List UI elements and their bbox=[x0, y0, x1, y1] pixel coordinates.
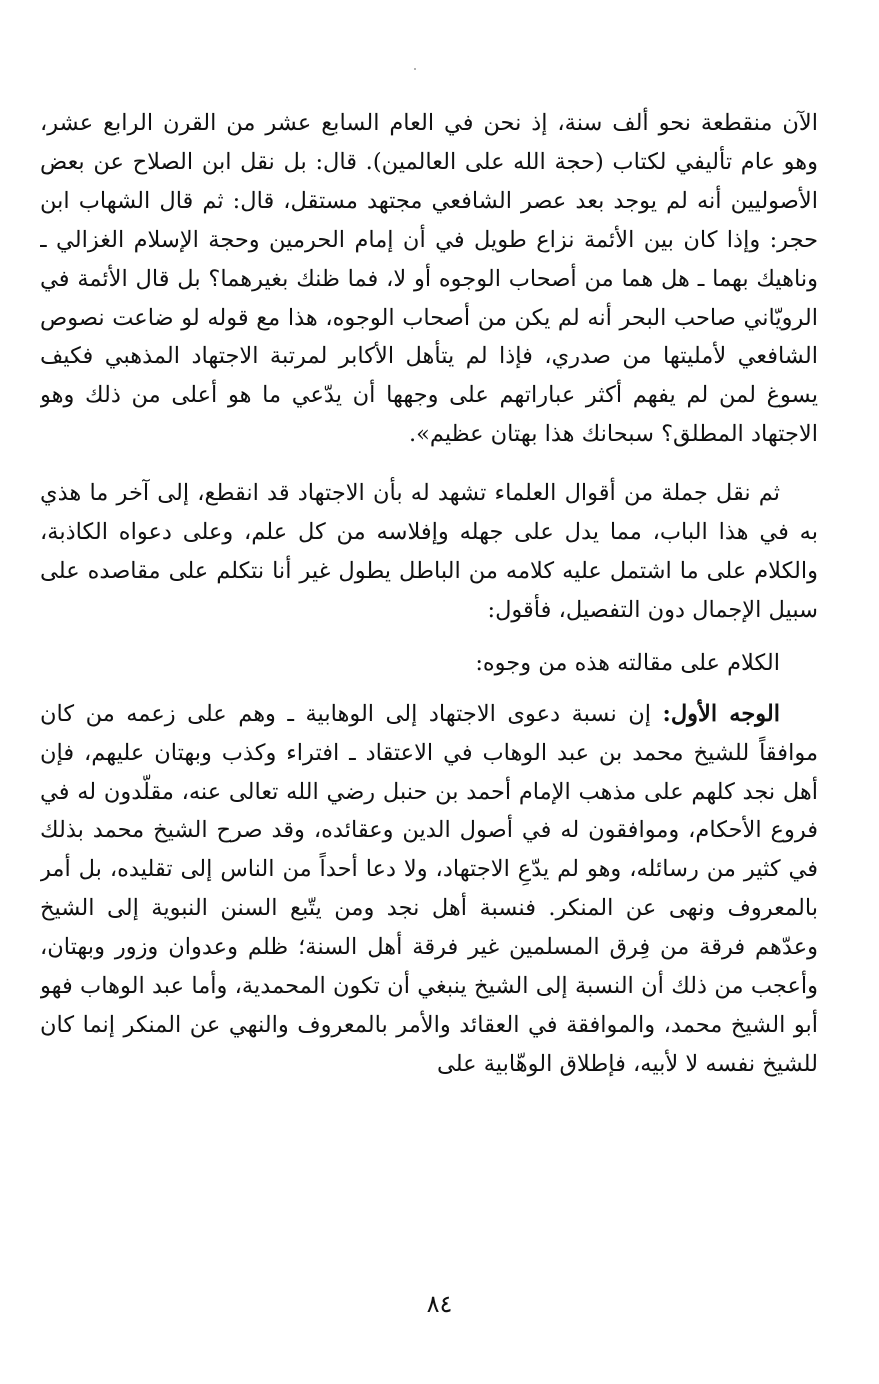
page-body bbox=[40, 104, 818, 1284]
first-point-text: إن نسبة دعوى الاجتهاد إلى الوهابية ـ وهم على زعمه من كان موافقاً للشيخ محمد بن عبد الوهاب في الاعتقاد ـ افتراء وكذب وبهتان عليهم، فإن أهل نجد كلهم على مذهب الإمام أحمد بن حنبل رضي الله تعالى عنه، مقلّدون له في فروع الأحكام، وموافقون له في أصول الدين وعقائده، وقد صرح الشيخ محمد بذلك في كثير من رسائله، وهو لم يدّعِ الاجتهاد، ولا دعا أحداً من الناس إلى تقليده، بل أمر بالمعروف ونهى عن المنكر. فنسبة أهل نجد ومن يتّبع السنن النبوية إلى الشيخ وعدّهم فرقة من فِرق المسلمين غير فرقة أهل السنة؛ ظلم وعدوان وزور وبهتان، وأعجب من ذلك أن النسبة إلى الشيخ ينبغي أن تكون المحمدية، وأما عبد الوهاب فهو أبو الشيخ محمد، والموافقة في العقائد والأمر بالمعروف والنهي عن المنكر إنما كان للشيخ نفسه لا لأبيه، فإطلاق الوهّابية على bbox=[40, 700, 818, 1077]
paragraph-continuation: الآن منقطعة نحو ألف سنة، إذ نحن في العام السابع عشر من القرن الرابع عشر، وهو عام تأليفي لكتاب (حجة الله على العالمين). قال: بل نقل ابن الصلاح عن بعض الأصوليين أنه لم يوجد بعد عصر الشافعي مجتهد مستقل، قال: ثم قال الشهاب ابن حجر: وإذا كان بين الأئمة نزاع طويل في أن إمام الحرمين وحجة الإسلام الغزالي ـ وناهيك بهما ـ هل هما من أصحاب الوجوه أو لا، فما ظنك بغيرهما؟ بل قال الأئمة في الرويّاني صاحب البحر أنه لم يكن من أصحاب الوجوه، هذا مع قوله لو ضاعت نصوص الشافعي لأمليتها من صدري، فإذا لم يتأهل الأكابر لمرتبة الاجتهاد المذهبي فكيف يسوغ لمن لم يفهم أكثر عباراتهم على وجهها أن يدّعي ما هو أعلى من ذلك وهو الاجتهاد المطلق؟ سبحانك هذا بهتان عظيم». bbox=[40, 110, 818, 448]
scan-speck bbox=[414, 68, 416, 70]
paragraph-intro-points: الكلام على مقالته هذه من وجوه: bbox=[475, 649, 780, 676]
paragraph-quotes-summary: ثم نقل جملة من أقوال العلماء تشهد له بأن الاجتهاد قد انقطع، إلى آخر ما هذي به في هذا الباب، مما يدل على جهله وإفلاسه من كل علم، وعلى دعواه الكاذبة، والكلام على ما اشتمل عليه كلامه من الباطل يطول غير أنا نتكلم على مقاصده على سبيل الإجمال دون التفصيل، فأقول: bbox=[40, 480, 818, 623]
first-point-label: الوجه الأول: bbox=[662, 700, 780, 727]
paragraph-first-point bbox=[40, 695, 818, 1084]
page-number: ٨٤ bbox=[426, 1290, 453, 1318]
